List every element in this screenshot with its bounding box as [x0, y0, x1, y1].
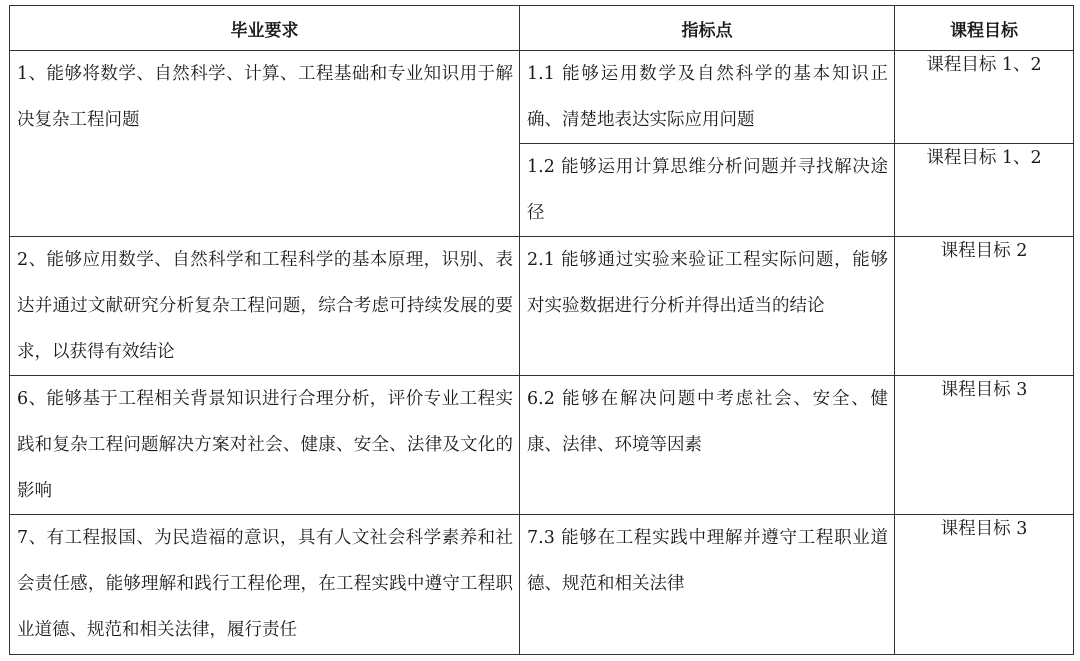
header-course-target: 课程目标 [895, 6, 1074, 51]
requirement-text: 2、能够应用数学、自然科学和工程科学的基本原理，识别、表达并通过文献研究分析复杂工程问题，综合考虑可持续发展的要求，以获得有效结论 [17, 250, 513, 362]
requirement-cell [10, 515, 520, 655]
requirement-cell [10, 376, 520, 515]
table-header-row [10, 6, 1074, 51]
course-target-cell: 课程目标 2 [895, 237, 1074, 376]
table-row [10, 51, 1074, 144]
header-requirement: 毕业要求 [10, 6, 520, 51]
indicator-cell [520, 51, 895, 144]
course-target-cell: 课程目标 3 [895, 515, 1074, 655]
table-row [10, 376, 1074, 515]
course-target-cell: 课程目标 1、2 [895, 144, 1074, 237]
indicator-cell [520, 144, 895, 237]
indicator-cell [520, 237, 895, 376]
indicator-cell [520, 515, 895, 655]
indicator-text: 1.2 能够运用计算思维分析问题并寻找解决途径 [527, 157, 888, 223]
course-target-cell: 课程目标 3 [895, 376, 1074, 515]
indicator-text: 1.1 能够运用数学及自然科学的基本知识正确、清楚地表达实际应用问题 [527, 64, 888, 130]
table-row [10, 237, 1074, 376]
course-target-cell: 课程目标 1、2 [895, 51, 1074, 144]
graduation-requirements-table [9, 5, 1074, 655]
requirement-cell [10, 51, 520, 237]
indicator-cell [520, 376, 895, 515]
requirement-text: 7、有工程报国、为民造福的意识，具有人文社会科学素养和社会责任感，能够理解和践行工程伦理，在工程实践中遵守工程职业道德、规范和相关法律，履行责任 [17, 528, 513, 640]
table-row [10, 515, 1074, 655]
indicator-text: 7.3 能够在工程实践中理解并遵守工程职业道德、规范和相关法律 [527, 528, 888, 594]
requirement-text: 6、能够基于工程相关背景知识进行合理分析，评价专业工程实践和复杂工程问题解决方案对社会、健康、安全、法律及文化的影响 [17, 389, 513, 501]
requirement-cell [10, 237, 520, 376]
header-indicator: 指标点 [520, 6, 895, 51]
indicator-text: 6.2 能够在解决问题中考虑社会、安全、健康、法律、环境等因素 [527, 389, 888, 455]
requirement-text: 1、能够将数学、自然科学、计算、工程基础和专业知识用于解决复杂工程问题 [17, 64, 513, 130]
indicator-text: 2.1 能够通过实验来验证工程实际问题，能够对实验数据进行分析并得出适当的结论 [527, 250, 888, 316]
